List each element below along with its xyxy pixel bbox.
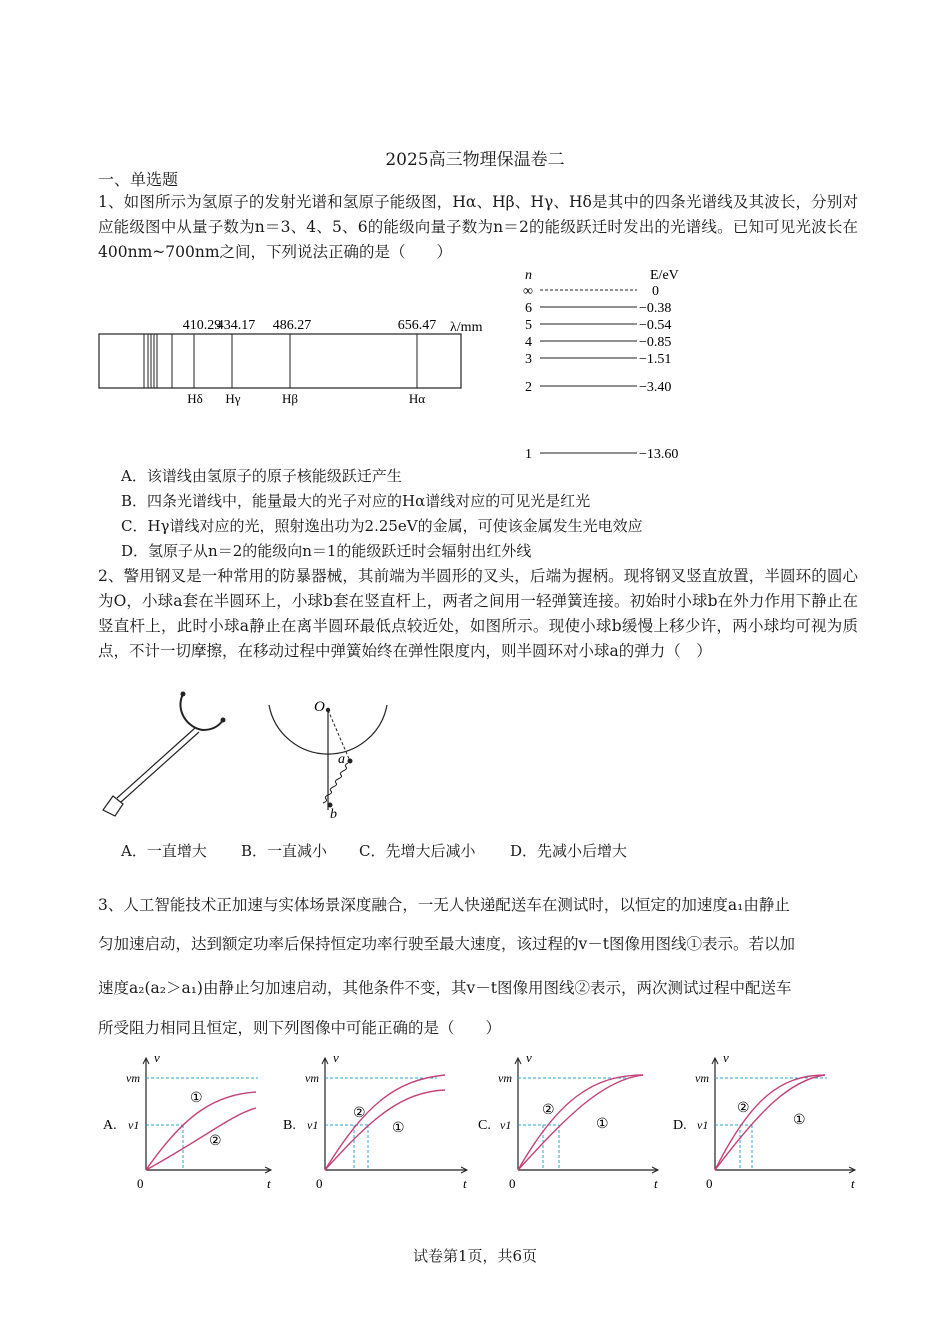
level-n: 4 <box>525 335 532 350</box>
curve-1 <box>715 1075 825 1170</box>
ring-spring-figure <box>262 695 392 825</box>
vt-graph-a <box>95 1050 295 1195</box>
label-a: a <box>338 752 345 767</box>
level-energy: −0.38 <box>639 301 672 316</box>
level-n: 3 <box>525 352 532 367</box>
level-energy: −0.85 <box>639 335 672 350</box>
level-energy: −0.54 <box>639 318 672 333</box>
option-letter: A. <box>103 1118 117 1133</box>
curve-2 <box>146 1108 256 1170</box>
option-letter: C. <box>478 1118 491 1133</box>
n-header: n <box>525 268 532 283</box>
v-axis-label: v <box>723 1050 729 1065</box>
line-label: Hβ <box>281 391 299 406</box>
page-title: 2025高三物理保温卷二 <box>385 150 565 170</box>
curve-1-label: ① <box>392 1121 405 1136</box>
hydrogen-spectrum-figure <box>95 312 505 422</box>
vm-label: vm <box>305 1071 319 1085</box>
q1-option-c: C．Hγ谱线对应的光，照射逸出功为2.25eV的金属，可使该金属发生光电效应 <box>121 517 643 535</box>
level-n: 2 <box>525 380 532 395</box>
steel-fork-figure <box>95 690 235 830</box>
q2-option-c: C．先增大后减小 <box>359 842 476 860</box>
wavelength-label: 486.27 <box>272 318 312 333</box>
v1-label: v1 <box>500 1118 512 1132</box>
origin-label: 0 <box>316 1176 323 1191</box>
vt-graph-d <box>665 1050 865 1195</box>
energy-header: E/eV <box>650 268 679 283</box>
v-axis-label: v <box>526 1050 532 1065</box>
v-axis-label: v <box>154 1050 160 1065</box>
level-n: 1 <box>525 447 532 462</box>
level-energy: 0 <box>652 284 659 299</box>
level-n: ∞ <box>523 284 533 299</box>
curve-2 <box>715 1075 825 1170</box>
q1-option-a: A．该谱线由氢原子的原子核能级跃迁产生 <box>121 467 402 485</box>
v-axis-label: v <box>333 1050 339 1065</box>
t-axis-label: t <box>654 1176 658 1191</box>
energy-level-diagram <box>515 264 715 464</box>
vm-label: vm <box>126 1071 140 1085</box>
section-heading: 一、单选题 <box>98 170 179 189</box>
vt-graph-b <box>275 1050 475 1195</box>
curve-2 <box>325 1075 445 1170</box>
curve-1-label: ① <box>190 1091 203 1106</box>
level-n: 6 <box>525 301 532 316</box>
line-label: Hδ <box>187 391 203 406</box>
origin-label: 0 <box>706 1176 713 1191</box>
curve-1-label: ① <box>596 1117 609 1132</box>
line-label: Hα <box>408 391 426 406</box>
curve-1-label: ① <box>793 1113 806 1128</box>
q2-stem: 2、警用钢叉是一种常用的防暴器械，其前端为半圆形的叉头，后端为握柄。现将钢叉竖直放置，半圆环的圆心为O，小球a套在半圆环上，小球b套在竖直杆上，两者之间用一轻弹簧连接。初始时小球b在外力作用下静止在竖直杆上，此时小球a静止在离半圆环最低点较近处，如图所示。现使小球b缓慢上移少许，两小球均可视为质点，不计一切摩擦，在移动过程中弹簧始终在弹性限度内，则半圆环对小球a的弹力（ ） <box>98 567 858 660</box>
v1-label: v1 <box>307 1118 319 1132</box>
page-footer: 试卷第1页，共6页 <box>412 1247 538 1265</box>
vt-graph-c <box>470 1050 670 1195</box>
wavelength-unit: λ/mm <box>450 320 483 335</box>
q1-option-b: B．四条光谱线中，能量最大的光子对应的Hα谱线对应的可见光是红光 <box>121 492 591 510</box>
vm-label: vm <box>498 1071 512 1085</box>
vm-label: vm <box>695 1071 709 1085</box>
origin-label: 0 <box>137 1176 144 1191</box>
t-axis-label: t <box>267 1176 271 1191</box>
q3-line-1: 3、人工智能技术正加速与实体场景深度融合，一无人快递配送车在测试时，以恒定的加速度a₁由静止 <box>98 896 790 914</box>
v1-label: v1 <box>128 1118 140 1132</box>
curve-1 <box>518 1075 643 1170</box>
q3-line-3: 速度a₂(a₂＞a₁)由静止匀加速启动，其他条件不变，其v－t图像用图线②表示，两次测试过程中配送车 <box>98 979 792 997</box>
wavelength-label: 656.47 <box>397 318 437 333</box>
label-o: O <box>314 699 325 715</box>
level-energy: −1.51 <box>639 352 672 367</box>
curve-1 <box>325 1090 445 1170</box>
v1-label: v1 <box>697 1118 709 1132</box>
q1-stem: 1、如图所示为氢原子的发射光谱和氢原子能级图，Hα、Hβ、Hγ、Hδ是其中的四条光谱线及其波长，分别对应能级图中从量子数为n＝3、4、5、6的能级向量子数为n＝2的能级跃迁时发出的光谱线。已知可见光波长在400nm~700nm之间，下列说法正确的是（ ） <box>98 193 858 261</box>
curve-2-label: ② <box>209 1134 222 1149</box>
level-n: 5 <box>525 318 532 333</box>
curve-2-label: ② <box>542 1103 555 1118</box>
q2-option-a: A．一直增大 <box>121 842 207 860</box>
level-energy: −13.60 <box>639 447 679 462</box>
q3-line-2: 匀加速启动，达到额定功率后保持恒定功率行驶至最大速度，该过程的v－t图像用图线①表示。若以加 <box>98 935 795 953</box>
vt-graph-options <box>0 1050 950 1200</box>
wavelength-label: 434.17 <box>216 318 256 333</box>
label-b: b <box>330 807 337 822</box>
curve-2 <box>518 1075 643 1170</box>
q2-option-b: B．一直减小 <box>241 842 328 860</box>
t-axis-label: t <box>463 1176 467 1191</box>
option-letter: B. <box>283 1118 296 1133</box>
q1-option-d: D．氢原子从n＝2的能级向n＝1的能级跃迁时会辐射出红外线 <box>121 542 532 560</box>
curve-2-label: ② <box>737 1101 750 1116</box>
t-axis-label: t <box>851 1176 855 1191</box>
curve-2-label: ② <box>353 1106 366 1121</box>
line-label: Hγ <box>225 391 241 406</box>
q2-option-d: D．先减小后增大 <box>510 842 628 860</box>
level-energy: −3.40 <box>639 380 672 395</box>
wavelength-label: 410.29 <box>182 318 222 333</box>
origin-label: 0 <box>509 1176 516 1191</box>
q3-line-4: 所受阻力相同且恒定，则下列图像中可能正确的是（ ） <box>98 1019 502 1037</box>
option-letter: D. <box>673 1118 687 1133</box>
